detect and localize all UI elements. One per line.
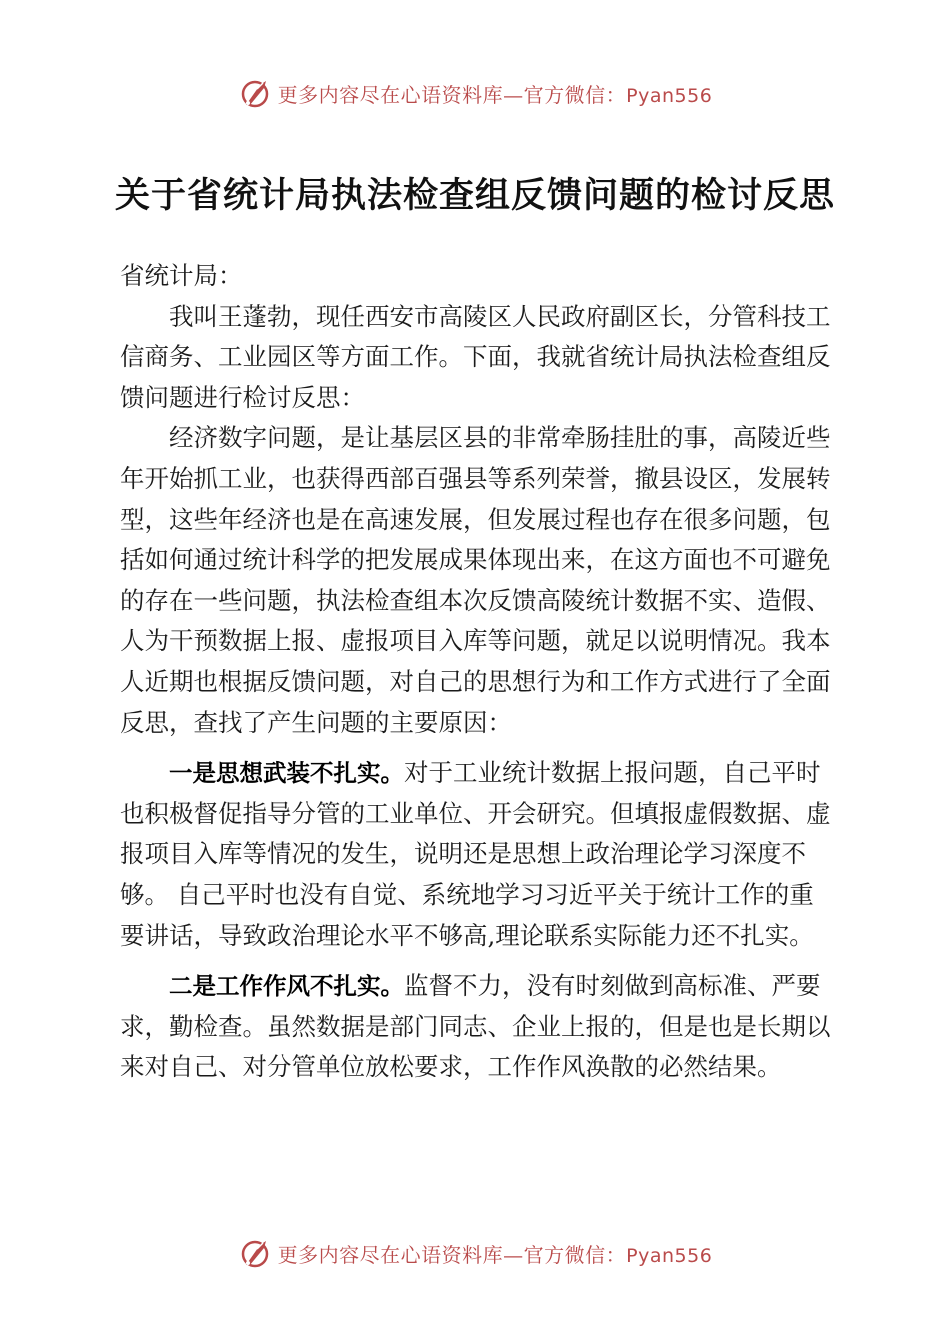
- paragraph-background: 经济数字问题，是让基层区县的非常牵肠挂肚的事，高陵近些年开始抓工业，也获得西部百强县等系列荣誉，撤县设区，发展转型，这些年经济也是在高速发展，但发展过程也存在很多问题，包括如何通过统计科学的把发展成果体现出来，在这方面也不可避免的存在一些问题，执法检查组本次反馈高陵统计数据不实、造假、人为干预数据上报、虚报项目入库等问题，就足以说明情况。我本人近期也根据反馈问题，对自己的思想行为和工作方式进行了全面反思，查找了产生问题的主要原因：: [120, 423, 831, 737]
- paragraph-intro: 我叫王蓬勃，现任西安市高陵区人民政府副区长，分管科技工信商务、工业园区等方面工作。下面，我就省统计局执法检查组反馈问题进行检讨反思：: [120, 301, 831, 412]
- paragraph-reason-1: 一是思想武装不扎实。对于工业统计数据上报问题，自己平时也积极督促指导分管的工业单位、开会研究。但填报虚假数据、虚报项目入库等情况的发生，说明还是思想上政治理论学习深度不够。 自己平时也没有自觉、系统地学习习近平关于统计工作的重要讲话，导致政治理论水平不够高,理论联系实际能力还不扎实。: [120, 758, 831, 950]
- wechat-id: Pyan556: [626, 84, 713, 107]
- salutation: 省统计局：: [120, 261, 243, 290]
- header-banner: [0, 73, 950, 113]
- footer-banner: [0, 1233, 950, 1273]
- wechat-id: Pyan556: [626, 1244, 713, 1267]
- reason-2-heading: 二是工作作风不扎实。: [169, 972, 404, 1001]
- document-title: 关于省统计局执法检查组反馈问题的检讨反思: [114, 175, 835, 216]
- banner-text: 更多内容尽在心语资料库—官方微信：Pyan556: [277, 82, 713, 107]
- paragraph-reason-2: 二是工作作风不扎实。监督不力，没有时刻做到高标准、严要求，勤检查。虽然数据是部门同志、企业上报的，但是也是长期以来对自己、对分管单位放松要求，工作作风涣散的必然结果。: [120, 971, 831, 1082]
- reason-1-heading: 一是思想武装不扎实。: [169, 759, 404, 788]
- pen-nib-logo-icon: [238, 1235, 274, 1271]
- banner-text: 更多内容尽在心语资料库—官方微信：Pyan556: [277, 1242, 713, 1267]
- pen-nib-logo-icon: [238, 75, 274, 111]
- document-body: [120, 256, 832, 1088]
